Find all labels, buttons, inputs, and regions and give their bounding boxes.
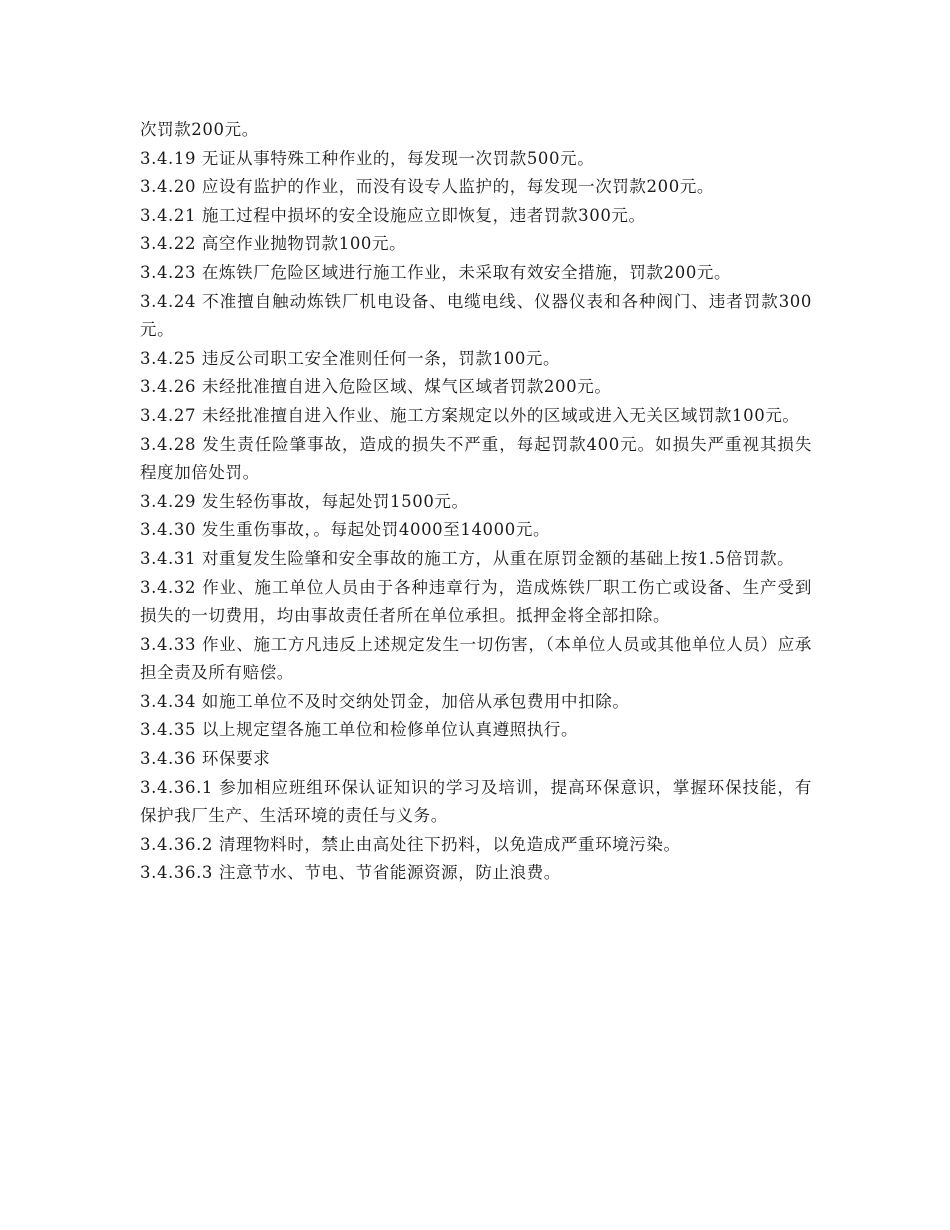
clause-3-4-25: 3.4.25 违反公司职工安全准则任何一条，罚款100元。 bbox=[140, 348, 561, 368]
clause-3-4-26: 3.4.26 未经批准擅自进入危险区域、煤气区域者罚款200元。 bbox=[140, 377, 612, 397]
clause-3-4-36-2: 3.4.36.2 清理物料时，禁止由高处往下扔料，以免造成严重环境污染。 bbox=[140, 834, 681, 854]
clause-3-4-36-1: 3.4.36.1 参加相应班组环保认证知识的学习及培训，提高环保意识，掌握环保技能，有保护我厂生产、生活环境的责任与义务。 bbox=[140, 777, 812, 826]
clause-3-4-22: 3.4.22 高空作业抛物罚款100元。 bbox=[140, 234, 407, 254]
clause-3-4-28: 3.4.28 发生责任险肇事故，造成的损失不严重，每起罚款400元。如损失严重视其损失程度加倍处罚。 bbox=[140, 434, 812, 483]
clause-3-4-27: 3.4.27 未经批准擅自进入作业、施工方案规定以外的区域或进入无关区域罚款100元。 bbox=[140, 405, 800, 425]
clause-3-4-32: 3.4.32 作业、施工单位人员由于各种违章行为，造成炼铁厂职工伤亡或设备、生产受到损失的一切费用，均由事故责任者所在单位承担。抵押金将全部扣除。 bbox=[140, 577, 812, 626]
clause-3-4-21: 3.4.21 施工过程中损坏的安全设施应立即恢复，违者罚款300元。 bbox=[140, 205, 646, 225]
clause-3-4-35: 3.4.35 以上规定望各施工单位和检修单位认真遵照执行。 bbox=[140, 720, 579, 740]
clause-3-4-33: 3.4.33 作业、施工方凡违反上述规定发生一切伤害，（本单位人员或其他单位人员）应承担全责及所有赔偿。 bbox=[140, 634, 812, 683]
clause-3-4-31: 3.4.31 对重复发生险肇和安全事故的施工方，从重在原罚金额的基础上按1.5倍罚款。 bbox=[140, 548, 795, 568]
clause-3-4-20: 3.4.20 应设有监护的作业，而没有设专人监护的，每发现一次罚款200元。 bbox=[140, 177, 715, 197]
paragraph-continuation: 次罚款200元。 bbox=[140, 120, 259, 139]
clause-3-4-29: 3.4.29 发生轻伤事故，每起处罚1500元。 bbox=[140, 491, 469, 511]
clause-3-4-19: 3.4.19 无证从事特殊工种作业的，每发现一次罚款500元。 bbox=[140, 148, 595, 168]
clause-3-4-30: 3.4.30 发生重伤事故，。每起处罚4000至14000元。 bbox=[140, 520, 551, 540]
clause-3-4-34: 3.4.34 如施工单位不及时交纳处罚金，加倍从承包费用中扣除。 bbox=[140, 691, 630, 711]
clause-3-4-36-3: 3.4.36.3 注意节水、节电、节省能源资源，防止浪费。 bbox=[140, 863, 561, 883]
clause-3-4-24: 3.4.24 不准擅自触动炼铁厂机电设备、电缆电线、仪器仪表和各种阀门、违者罚款300元。 bbox=[140, 291, 812, 340]
document-body bbox=[140, 116, 812, 888]
clause-3-4-36-heading: 3.4.36 环保要求 bbox=[140, 749, 271, 769]
clause-3-4-23: 3.4.23 在炼铁厂危险区域进行施工作业，未采取有效安全措施，罚款200元。 bbox=[140, 262, 732, 282]
